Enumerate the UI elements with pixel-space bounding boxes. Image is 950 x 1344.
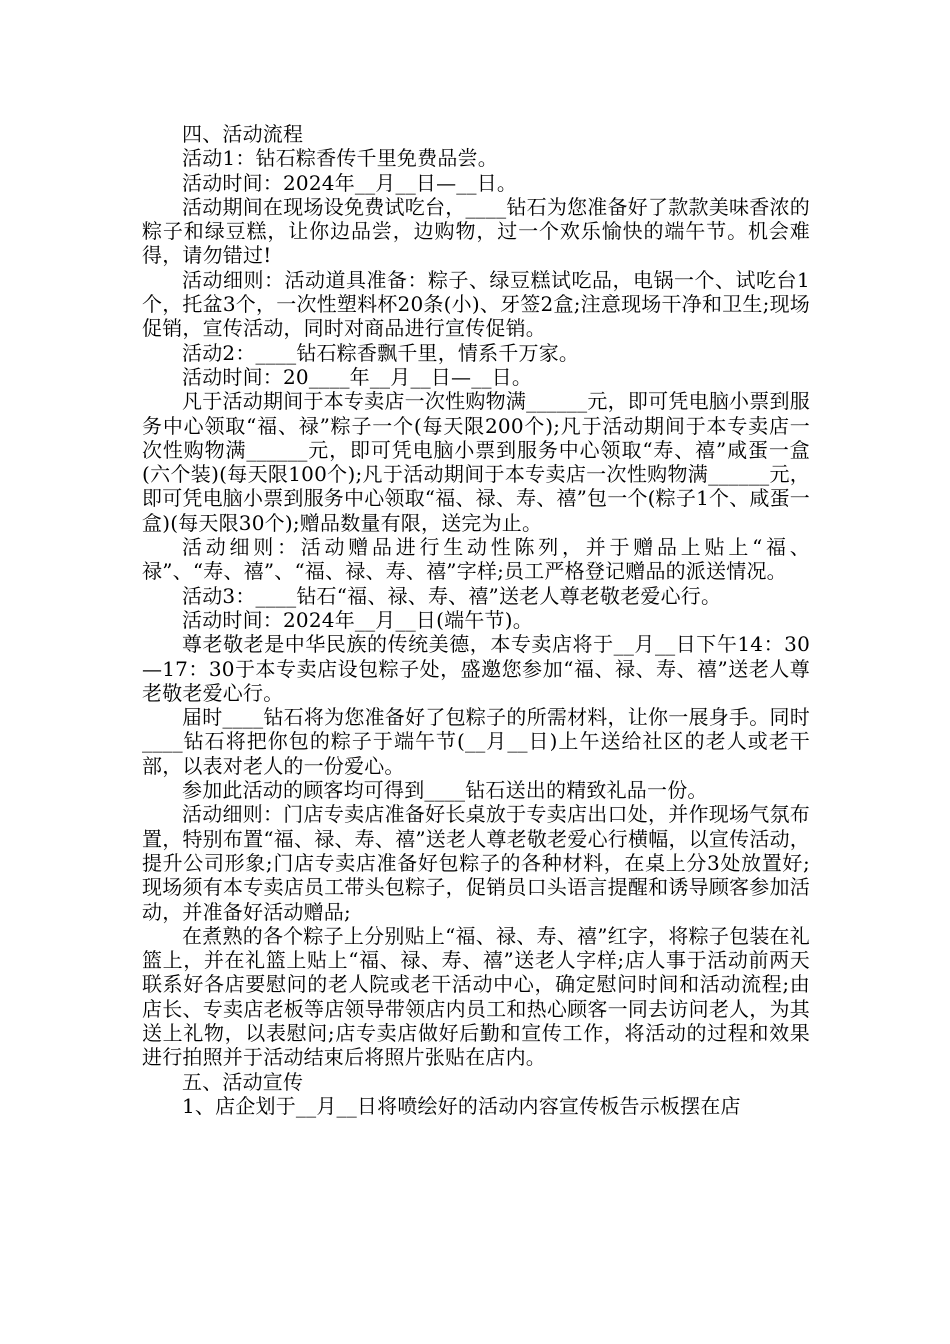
promotion-item-1: 1、店企划于__月__日将喷绘好的活动内容宣传板告示板摆在店 (182, 1093, 741, 1118)
activity-3-rules: 活动细则：门店专卖店准备好长桌放于专卖店出口处，并作现场气氛布置，特别布置“福、禄、寿、禧”送老人尊老敬老爱心行横幅，以宣传活动，提升公司形象;门店专卖店准备好包粽子的各种材料，在桌上分3处放置好;现场须有本专卖店员工带头包粽子，促销员口头语言提醒和诱导顾客参加活动，并准备好活动赠品; (142, 802, 810, 924)
activity-1-description: 活动期间在现场设免费试吃台，____钻石为您准备好了款款美味香浓的粽子和绿豆糕，让你边品尝，边购物，过一个欢乐愉快的端午节。机会难得，请勿错过! (142, 194, 810, 268)
activity-3-time: 活动时间：2024年__月__日(端午节)。 (182, 607, 533, 632)
activity-3-description: 尊老敬老是中华民族的传统美德，本专卖店将于__月__日下午14：30—17：30于本专卖店设包粽子处，盛邀您参加“福、禄、寿、禧”送老人尊老敬老爱心行。 (142, 632, 810, 705)
section-heading-process: 四、活动流程 (182, 122, 304, 146)
activity-2-title: 活动2：____钻石粽香飘千里，情系千万家。 (182, 340, 580, 365)
activity-3-gift: 参加此活动的顾客均可得到____钻石送出的精致礼品一份。 (182, 778, 708, 803)
activity-2-description: 凡于活动期间于本专卖店一次性购物满______元，即可凭电脑小票到服务中心领取“福、禄”粽子一个(每天限200个);凡于活动期间于本专卖店一次性购物满______元，即可凭电脑小票到服务中心领取“寿、禧”咸蛋一盒(六个装)(每天限100个);凡于活动期间于本专卖店一次性购物满______元，即可凭电脑小票到服务中心领取“福、禄、寿、禧”包一个(粽子1个、咸蛋一盒)(每天限30个);赠品数量有限，送完为止。 (142, 389, 810, 535)
activity-3-rules-continued: 在煮熟的各个粽子上分别贴上“福、禄、寿、禧”红字，将粽子包装在礼篮上，并在礼篮上贴上“福、禄、寿、禧”送老人字样;店人事于活动前两天联系好各店要慰问的老人院或老干活动中心，确定慰问时间和活动流程;由店长、专卖店老板等店领导带领店内员工和热心顾客一同去访问老人，为其送上礼物，以表慰问;店专卖店做好后勤和宣传工作，将活动的过程和效果进行拍照并于活动结束后将照片张贴在店内。 (142, 923, 810, 1070)
activity-2-rules: 活动细则：活动赠品进行生动性陈列，并于赠品上贴上“福、禄”、“寿、禧”、“福、禄、寿、禧”字样;员工严格登记赠品的派送情况。 (142, 535, 810, 584)
section-heading-promotion: 五、活动宣传 (182, 1069, 304, 1094)
activity-3-details: 届时____钻石将为您准备好了包粽子的所需材料，让你一展身手。同时____钻石将把你包的粽子于端午节(__月__日)上午送给社区的老人或老干部，以表对老人的一份爱心。 (142, 705, 810, 778)
activity-3-title: 活动3：____钻石“福、禄、寿、禧”送老人尊老敬老爱心行。 (182, 583, 722, 608)
document-page (142, 122, 810, 1118)
activity-1-title: 活动1：钻石粽香传千里免费品尝。 (182, 146, 498, 171)
activity-1-rules: 活动细则：活动道具准备：粽子、绿豆糕试吃品，电锅一个、试吃台1个，托盆3个，一次性塑料杯20条(小)、牙签2盒;注意现场干净和卫生;现场促销，宣传活动，同时对商品进行宣传促销。 (142, 267, 810, 341)
activity-2-time: 活动时间：20____年__月__日—__日。 (182, 364, 533, 389)
activity-1-time: 活动时间：2024年__月__日—__日。 (182, 170, 518, 195)
